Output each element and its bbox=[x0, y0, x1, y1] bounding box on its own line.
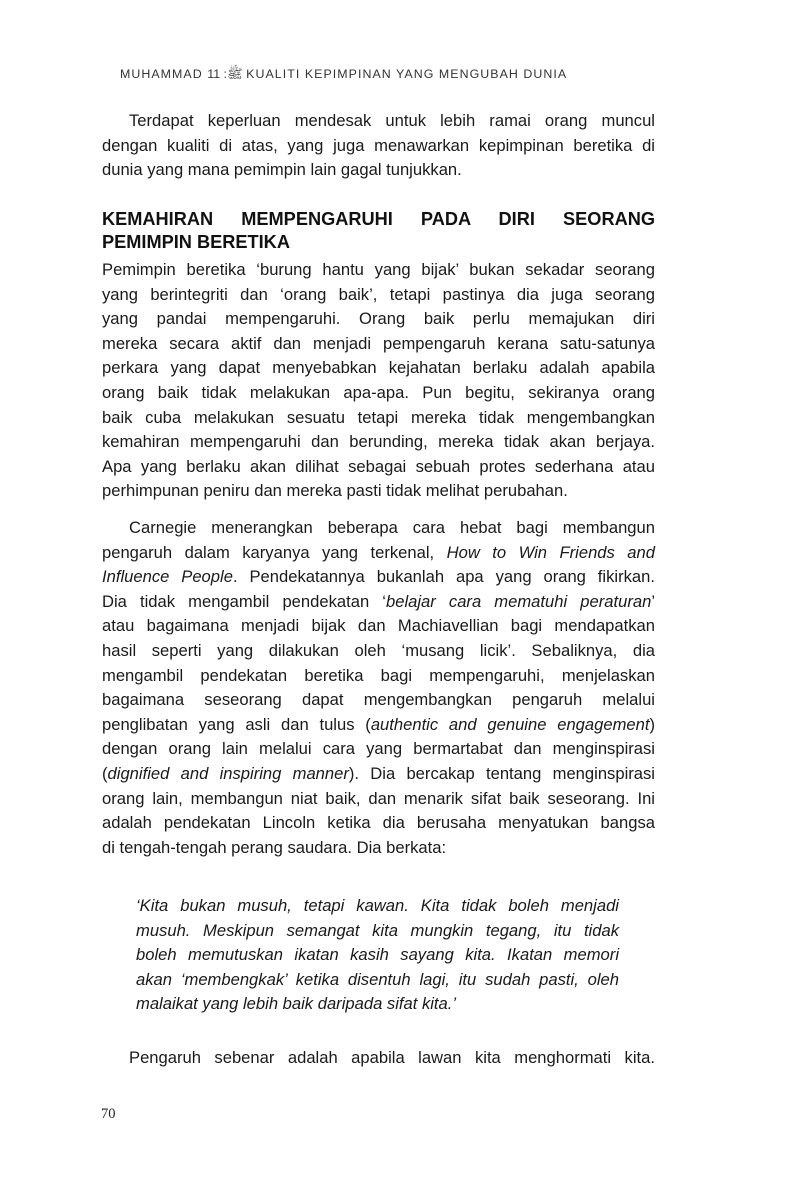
running-head-title: : 11 KUALITI KEPIMPINAN YANG MENGUBAH DUNIA bbox=[207, 67, 568, 81]
text-line: yang berintegriti dan ‘orang baik’, tetapi pastinya dia juga seorang bbox=[102, 284, 655, 304]
text-run: ) bbox=[649, 714, 656, 734]
text-line: adalah pendekatan Lincoln ketika dia berusaha menyatukan bangsa bbox=[102, 813, 655, 833]
text-line bbox=[102, 590, 655, 615]
text-line: dunia yang mana pemimpin lain gagal tunjukkan. bbox=[102, 160, 462, 180]
quote-line: musuh. Meskipun semangat kita mungkin tegang, itu tidak bbox=[136, 920, 619, 940]
block-quote-lincoln bbox=[136, 894, 619, 1017]
heading-line: KEMAHIRAN MEMPENGARUHI PADA DIRI SEORANG bbox=[102, 209, 655, 229]
text-line: atau bagaimana menjadi bijak dan Machiavellian bagi mendapatkan bbox=[102, 616, 655, 636]
text-line: perhimpunan peniru dan mereka pasti tidak melihat perubahan. bbox=[102, 481, 568, 501]
text-line: bagaimana seseorang dapat mengembangkan pengaruh melalui bbox=[102, 690, 655, 710]
quote-line: akan ‘membengkak’ ketika disentuh lagi, itu sudah pasti, oleh bbox=[136, 969, 619, 989]
paragraph-closing bbox=[102, 1046, 655, 1071]
paragraph-carnegie bbox=[102, 516, 655, 860]
paragraph-intro bbox=[102, 109, 655, 183]
text-line: dengan kualiti di atas, yang juga menawarkan kepimpinan beretika di bbox=[102, 135, 655, 155]
text-run: ’ bbox=[651, 591, 655, 611]
text-line bbox=[102, 541, 655, 566]
book-title: How to Win Friends and bbox=[446, 542, 655, 562]
text-line: perkara yang dapat menyebabkan kejahatan berlaku adalah apabila bbox=[102, 358, 655, 378]
section-heading bbox=[102, 208, 655, 254]
text-line bbox=[102, 713, 655, 738]
text-run: Dia tidak mengambil pendekatan ‘ bbox=[102, 591, 386, 611]
text-line: yang pandai mempengaruhi. Orang baik perlu memajukan diri bbox=[102, 309, 655, 329]
emphasis: belajar cara mematuhi peraturan bbox=[385, 591, 652, 611]
salawat-ornament-icon: ﷺ bbox=[227, 66, 243, 81]
text-line: orang lain, membangun niat baik, dan menarik sifat baik seseorang. Ini bbox=[102, 788, 655, 808]
paragraph-ethical-leader bbox=[102, 258, 655, 504]
text-line: Pengaruh sebenar adalah apabila lawan kita menghormati kita. bbox=[129, 1048, 655, 1067]
text-run: ). Dia bercakap tentang menginspirasi bbox=[348, 763, 655, 783]
text-line: Apa yang berlaku akan dilihat sebagai sebuah protes sederhana atau bbox=[102, 456, 655, 476]
text-line: hasil seperti yang dilakukan oleh ‘musang licik’. Sebaliknya, dia bbox=[102, 640, 655, 660]
running-head bbox=[120, 66, 590, 85]
book-title: Influence People bbox=[102, 567, 233, 587]
emphasis: authentic and genuine engagement bbox=[370, 714, 650, 734]
text-line: kemahiran mempengaruhi dan berunding, mereka tidak akan berjaya. bbox=[102, 432, 655, 452]
text-line: orang baik tidak melakukan apa-apa. Pun begitu, sekiranya orang bbox=[102, 382, 655, 402]
text-run: penglibatan yang asli dan tulus ( bbox=[102, 714, 371, 734]
text-line bbox=[102, 762, 655, 787]
text-line: dengan orang lain melalui cara yang bermartabat dan menginspirasi bbox=[102, 739, 655, 759]
text-line: Terdapat keperluan mendesak untuk lebih ramai orang muncul bbox=[129, 111, 655, 130]
text-line: Pemimpin beretika ‘burung hantu yang bijak’ bukan sekadar seorang bbox=[102, 260, 655, 279]
text-run: . Pendekatannya bukanlah apa yang orang fikirkan. bbox=[232, 567, 655, 587]
quote-line: ‘Kita bukan musuh, tetapi kawan. Kita tidak boleh menjadi bbox=[136, 896, 619, 915]
text-run: ( bbox=[102, 763, 108, 783]
page-number: 70 bbox=[101, 1106, 116, 1122]
text-line: mengambil pendekatan beretika bagi mempengaruhi, menjelaskan bbox=[102, 665, 655, 685]
text-line bbox=[102, 565, 655, 590]
emphasis: dignified and inspiring manner bbox=[107, 763, 349, 783]
running-head-author: MUHAMMAD bbox=[120, 67, 208, 81]
text-line: baik cuba melakukan sesuatu tetapi mereka tidak mengembangkan bbox=[102, 407, 655, 427]
text-line: Carnegie menerangkan beberapa cara hebat bagi membangun bbox=[129, 518, 655, 537]
heading-line: PEMIMPIN BERETIKA bbox=[102, 232, 290, 252]
text-run: pengaruh dalam karyanya yang terkenal, bbox=[102, 542, 447, 562]
text-line: di tengah-tengah perang saudara. Dia berkata: bbox=[102, 837, 447, 857]
text-line: mereka secara aktif dan menjadi pempengaruh kerana satu-satunya bbox=[102, 333, 655, 353]
quote-line: boleh memutuskan ikatan kasih sayang kita. Ikatan memori bbox=[136, 945, 619, 965]
quote-line: malaikat yang lebih baik daripada sifat kita.’ bbox=[136, 994, 457, 1014]
